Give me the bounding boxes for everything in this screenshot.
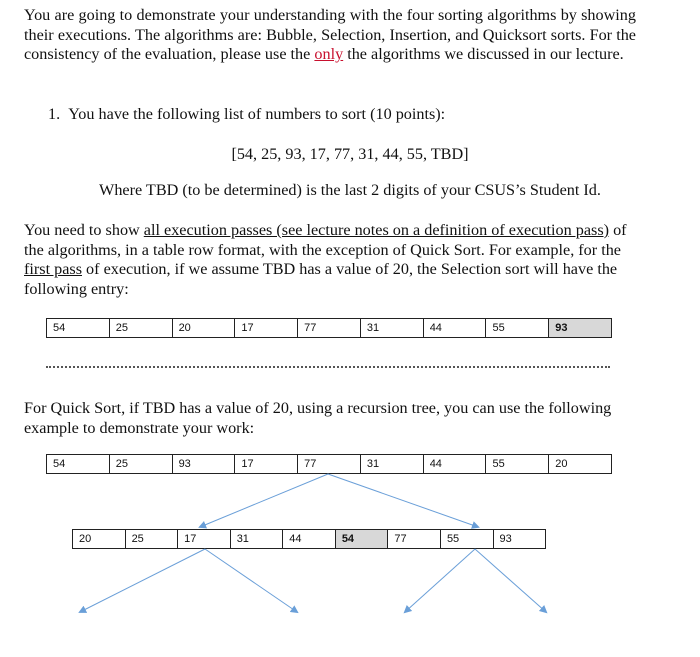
table-cell: 54 xyxy=(47,319,110,337)
table-cell: 17 xyxy=(235,455,298,473)
table-cell: 31 xyxy=(361,319,424,337)
instr-text-3: of execution, if we assume TBD has a value of 20, the Selection sort will have the following entry: xyxy=(24,260,618,298)
table-cell: 55 xyxy=(486,319,549,337)
table-cell: 44 xyxy=(424,455,487,473)
instr-underline-2: first pass xyxy=(24,260,82,278)
tree-arrow-right xyxy=(328,474,478,527)
tree-arrow-rr xyxy=(475,549,546,612)
table-cell: 17 xyxy=(235,319,298,337)
instr-text-1: You need to show xyxy=(24,221,144,239)
table-cell: 25 xyxy=(110,455,173,473)
tbd-note: Where TBD (to be determined) is the last 2 digits of your CSUS’s Student Id. xyxy=(99,181,601,199)
number-list: [54, 25, 93, 17, 77, 31, 44, 55, TBD] xyxy=(231,145,469,163)
table-cell: 17 xyxy=(178,530,231,548)
table-cell: 77 xyxy=(388,530,441,548)
tree-arrow-lr xyxy=(205,549,297,612)
table-cell-highlighted: 93 xyxy=(549,319,611,337)
table-cell: 20 xyxy=(173,319,236,337)
table-cell: 31 xyxy=(361,455,424,473)
intro-text-end: the algorithms we discussed in our lecture. xyxy=(343,45,624,63)
table-cell: 55 xyxy=(486,455,549,473)
table-cell: 20 xyxy=(73,530,126,548)
table-cell: 93 xyxy=(173,455,236,473)
tree-arrow-ll xyxy=(80,549,205,612)
tree-arrow-left xyxy=(200,474,328,527)
only-word: only xyxy=(314,45,344,63)
table-cell: 44 xyxy=(283,530,336,548)
table-cell: 44 xyxy=(424,319,487,337)
quicksort-paragraph: For Quick Sort, if TBD has a value of 20, using a recursion tree, you can use the following example to demonstrate your work: xyxy=(24,399,612,437)
table-cell: 31 xyxy=(231,530,284,548)
table-cell: 25 xyxy=(110,319,173,337)
question-text: You have the following list of numbers to sort (10 points): xyxy=(68,105,446,123)
instr-text-2: of the algorithms, in a table row format, with the exception of Quick Sort. For example, for the xyxy=(24,221,627,259)
table-cell: 54 xyxy=(47,455,110,473)
pivot-cell: 54 xyxy=(336,530,389,548)
question-number: 1. xyxy=(48,105,61,123)
table-cell: 20 xyxy=(555,458,568,470)
table-cell: 77 xyxy=(298,319,361,337)
table-cell: 77 xyxy=(298,455,361,473)
table-cell: 55 xyxy=(441,530,494,548)
table-cell: 93 xyxy=(499,533,512,545)
intro-text: You are going to demonstrate your understanding with the four sorting algorithms by showing their executions. The algorithms are: Bubble, Selection, Insertion, and Quicksort sorts. For the consistency of the evaluation, please use the xyxy=(24,6,636,63)
table-cell: 25 xyxy=(126,530,179,548)
tree-arrow-rl xyxy=(405,549,475,612)
instr-underline-1: all execution passes (see lecture notes on a definition of execution pass) xyxy=(143,221,610,239)
